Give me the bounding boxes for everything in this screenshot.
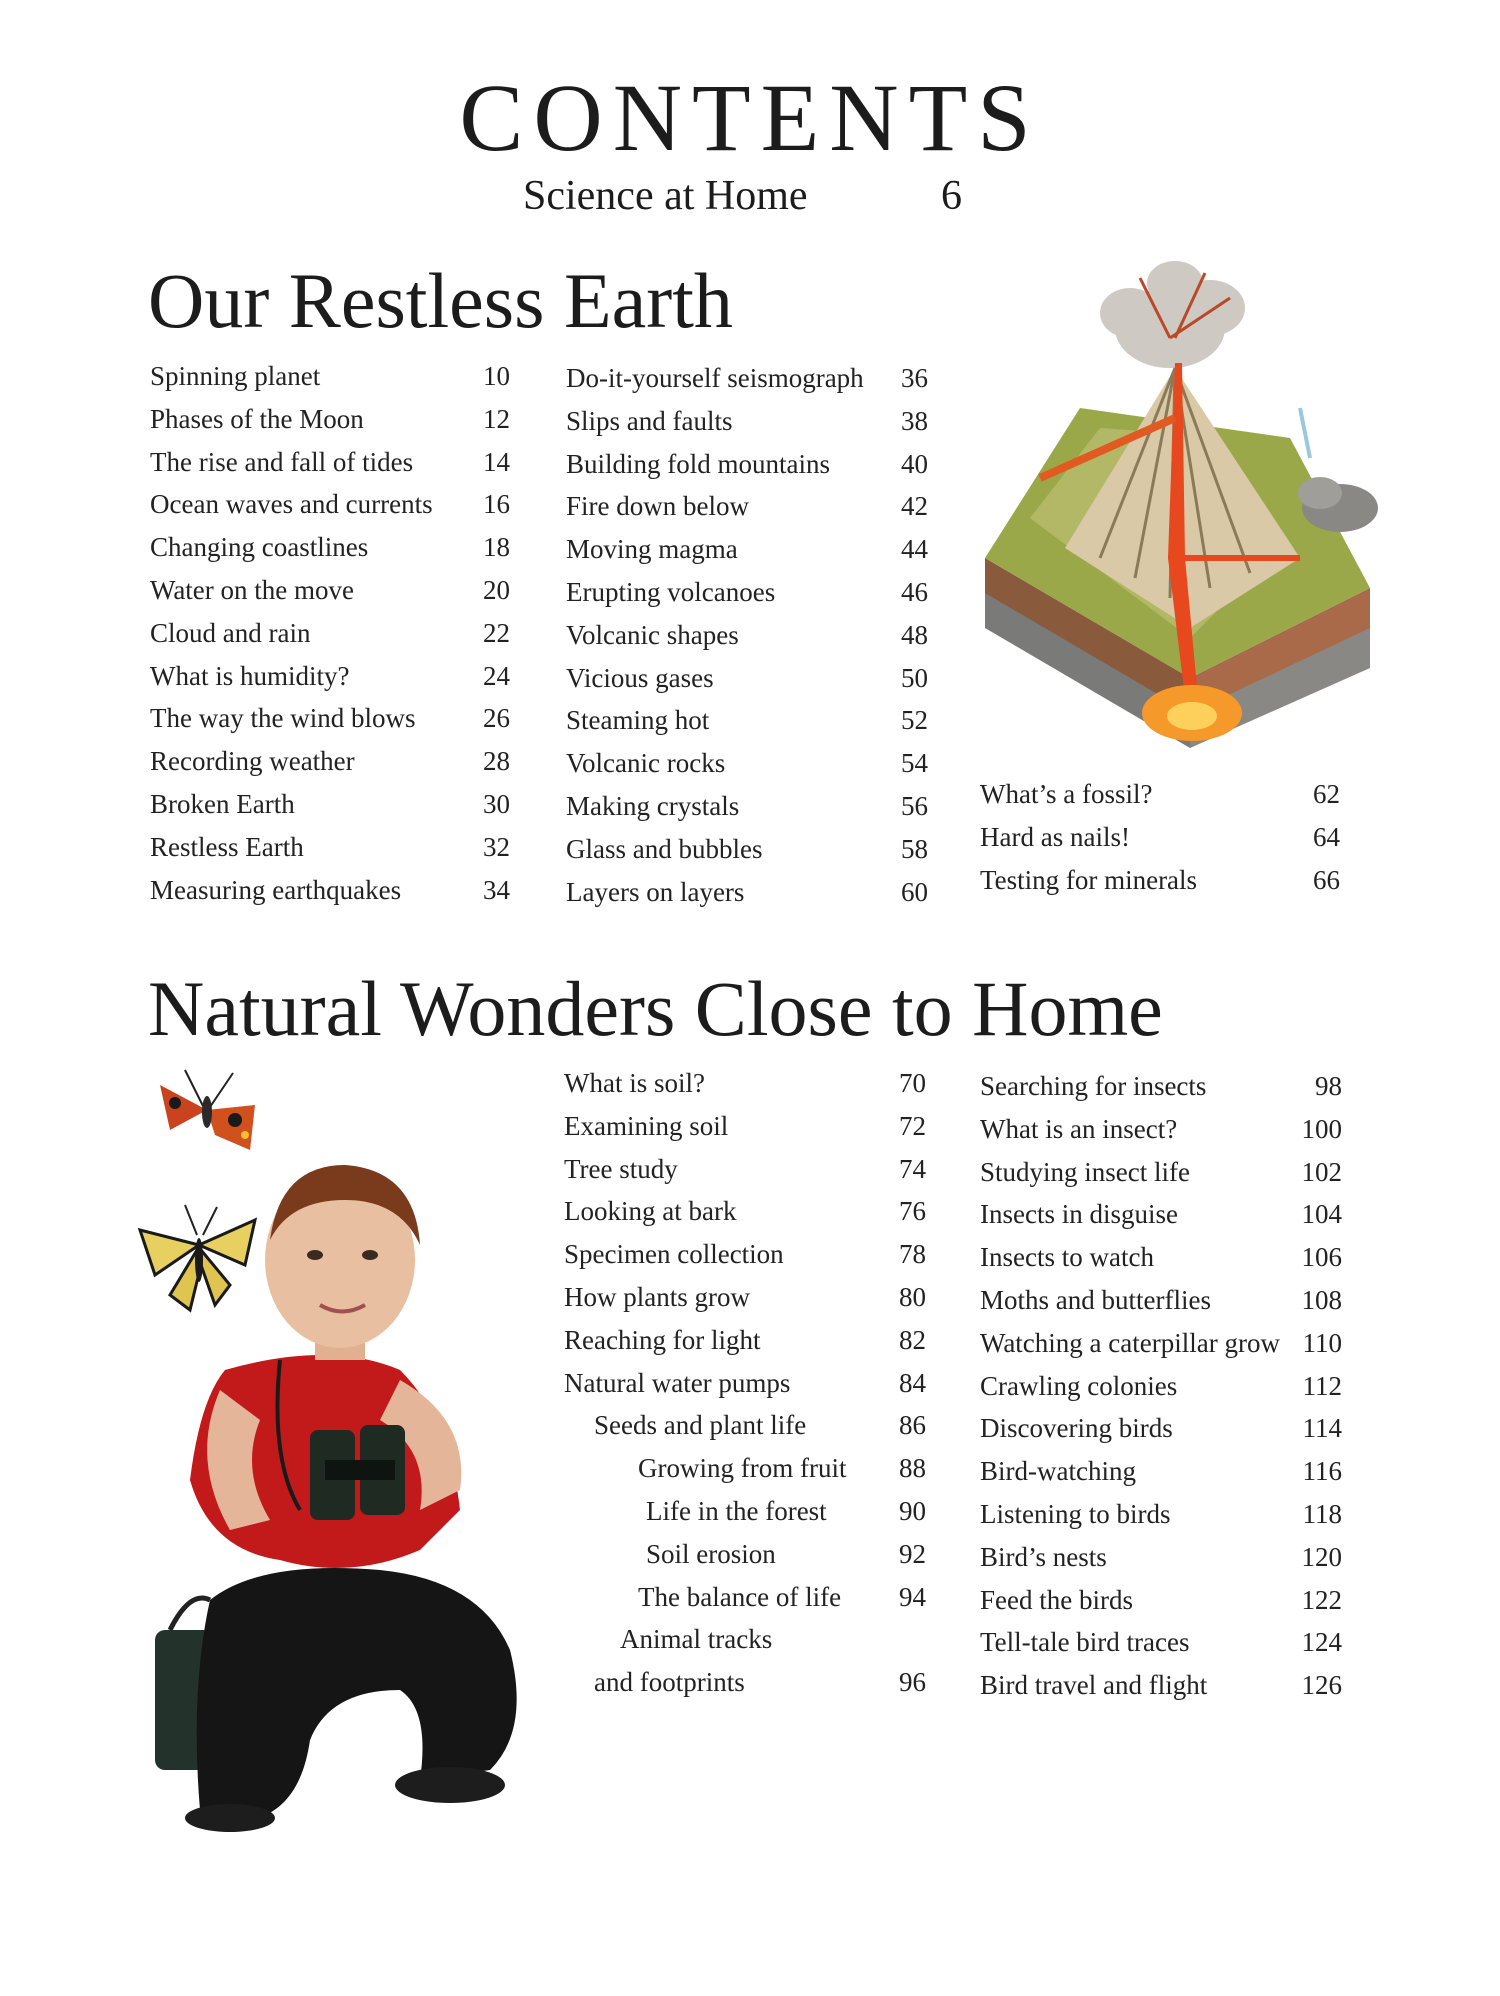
toc-entry-page: 18	[483, 532, 510, 563]
toc-entry[interactable]	[150, 529, 510, 565]
toc-entry[interactable]	[150, 401, 510, 437]
toc-entry-page: 102	[1301, 1156, 1342, 1187]
toc-entry-page: 116	[1302, 1456, 1342, 1487]
toc-entry[interactable]	[150, 615, 510, 651]
toc-entry-page: 16	[483, 489, 510, 520]
toc-entry[interactable]	[566, 574, 928, 610]
toc-entry[interactable]	[594, 1407, 926, 1443]
toc-entry-title: Glass and bubbles	[566, 833, 763, 864]
toc-entry[interactable]	[980, 1624, 1342, 1660]
toc-entry-page: 20	[483, 575, 510, 605]
toc-entry-title: Making crystals	[566, 791, 740, 821]
toc-entry[interactable]	[566, 488, 928, 524]
toc-entry-title: Searching for insects	[980, 1071, 1207, 1101]
toc-entry[interactable]	[150, 486, 510, 522]
toc-entry[interactable]	[150, 444, 510, 480]
toc-entry[interactable]	[566, 788, 928, 824]
toc-entry-page: 48	[901, 619, 928, 650]
toc-entry-title: Tree study	[564, 1153, 678, 1184]
toc-entry-page: 44	[901, 534, 928, 565]
toc-entry-title: The balance of life	[638, 1581, 842, 1612]
toc-entry-title: Insects to watch	[980, 1242, 1154, 1273]
toc-entry-title: What is humidity?	[150, 660, 350, 691]
toc-entry-page: 80	[899, 1282, 926, 1312]
toc-entry-page: 56	[901, 791, 928, 821]
toc-entry-page: 12	[483, 403, 510, 434]
intro-entry[interactable]	[523, 173, 962, 219]
toc-entry[interactable]	[980, 1410, 1342, 1446]
toc-entry[interactable]	[620, 1621, 926, 1657]
toc-entry-page: 96	[899, 1667, 926, 1698]
toc-entry-title: Phases of the Moon	[150, 403, 364, 434]
toc-entry[interactable]	[150, 572, 510, 608]
toc-entry-page: 88	[899, 1453, 926, 1484]
toc-entry[interactable]	[566, 531, 928, 567]
toc-entry-page: 38	[901, 405, 928, 436]
toc-entry-title: What’s a fossil?	[980, 779, 1153, 809]
toc-entry-page: 26	[483, 703, 510, 734]
toc-entry-page: 106	[1301, 1242, 1342, 1273]
toc-entry-title: Tell-tale bird traces	[980, 1627, 1190, 1658]
toc-entry[interactable]	[980, 862, 1340, 898]
section-heading-natural-wonders: Natural Wonders Close to Home	[148, 965, 1163, 1052]
toc-entry-title: Specimen collection	[564, 1239, 784, 1270]
toc-entry[interactable]	[566, 831, 928, 867]
toc-entry-page: 126	[1301, 1670, 1342, 1701]
toc-entry-title: Cloud and rain	[150, 617, 311, 648]
toc-entry-page: 64	[1313, 821, 1340, 852]
toc-entry-page: 46	[901, 577, 928, 607]
toc-entry-page: 60	[901, 876, 928, 907]
toc-entry-title: Watching a caterpillar grow	[980, 1327, 1280, 1358]
toc-entry[interactable]	[980, 1196, 1342, 1232]
toc-entry-title: and footprints	[594, 1667, 745, 1698]
toc-entry[interactable]	[594, 1664, 926, 1700]
section-heading-our-restless-earth: Our Restless Earth	[148, 257, 733, 344]
toc-entry-page: 78	[899, 1239, 926, 1270]
toc-entry-page: 36	[901, 363, 928, 393]
toc-entry-title: Fire down below	[566, 491, 749, 522]
toc-entry[interactable]	[646, 1536, 926, 1572]
toc-entry-page: 112	[1302, 1370, 1342, 1401]
toc-entry[interactable]	[150, 786, 510, 822]
toc-entry[interactable]	[566, 403, 928, 439]
toc-entry[interactable]	[638, 1579, 926, 1615]
toc-entry-page: 110	[1302, 1327, 1342, 1358]
toc-entry-page: 66	[1313, 864, 1340, 895]
toc-entry-title: Natural water pumps	[564, 1367, 791, 1398]
toc-entry-title: Restless Earth	[150, 831, 304, 862]
toc-entry-page: 100	[1301, 1113, 1342, 1144]
toc-entry-title: Hard as nails!	[980, 821, 1130, 852]
toc-entry-page: 94	[899, 1581, 926, 1612]
toc-entry-title: Looking at bark	[564, 1196, 737, 1227]
toc-entry-page: 30	[483, 789, 510, 819]
toc-entry[interactable]	[150, 358, 510, 394]
toc-entry[interactable]	[980, 1068, 1342, 1104]
toc-entry-page: 98	[1315, 1071, 1342, 1101]
toc-entry-page: 34	[483, 874, 510, 905]
toc-entry-title: Life in the forest	[646, 1496, 827, 1526]
toc-entry[interactable]	[980, 1239, 1342, 1275]
toc-entry-page: 24	[483, 660, 510, 691]
toc-entry-page: 122	[1301, 1584, 1342, 1615]
toc-entry-page: 86	[899, 1410, 926, 1441]
toc-entry-page: 70	[899, 1068, 926, 1098]
toc-entry-title: Examining soil	[564, 1110, 729, 1141]
boy-with-binoculars-photo	[130, 1130, 630, 1830]
toc-entry[interactable]	[980, 1496, 1342, 1532]
toc-entry[interactable]	[150, 700, 510, 736]
toc-entry-title: Animal tracks	[620, 1624, 773, 1655]
toc-entry-page: 90	[899, 1496, 926, 1526]
toc-entry-page: 10	[483, 361, 510, 391]
toc-entry-page: 50	[901, 662, 928, 693]
intro-entry-title: Science at Home	[523, 173, 808, 219]
toc-entry-page: 62	[1313, 779, 1340, 809]
toc-entry-title: Erupting volcanoes	[566, 577, 776, 607]
toc-entry[interactable]	[566, 745, 928, 781]
toc-entry[interactable]	[980, 1453, 1342, 1489]
toc-entry-title: Water on the move	[150, 575, 355, 605]
toc-entry-title: Slips and faults	[566, 405, 733, 436]
toc-entry[interactable]	[566, 446, 928, 482]
toc-entry-page: 58	[901, 833, 928, 864]
toc-entry-title: Seeds and plant life	[594, 1410, 807, 1441]
toc-entry[interactable]	[566, 874, 928, 910]
toc-entry-page: 82	[899, 1324, 926, 1355]
toc-entry-title: What is soil?	[564, 1068, 705, 1098]
toc-entry-title: Testing for minerals	[980, 864, 1198, 895]
page-title: CONTENTS	[459, 64, 1041, 171]
toc-entry-title: The rise and fall of tides	[150, 446, 414, 477]
volcano-cross-section-illustration	[970, 258, 1420, 748]
toc-entry-title: Feed the birds	[980, 1584, 1133, 1615]
intro-entry-page: 6	[941, 173, 962, 219]
toc-entry-page: 72	[899, 1110, 926, 1141]
toc-entry[interactable]	[980, 1582, 1342, 1618]
toc-entry-page: 42	[901, 491, 928, 522]
toc-entry[interactable]	[980, 776, 1340, 812]
toc-entry-page: 84	[899, 1367, 926, 1398]
toc-entry-page: 104	[1301, 1199, 1342, 1230]
toc-entry[interactable]	[980, 1282, 1342, 1318]
toc-entry-title: Bird-watching	[980, 1456, 1136, 1487]
toc-entry[interactable]	[150, 872, 510, 908]
toc-entry-title: Discovering birds	[980, 1413, 1173, 1444]
toc-entry-page: 22	[483, 617, 510, 648]
toc-entry-title: Steaming hot	[566, 705, 710, 736]
toc-entry-page: 124	[1301, 1627, 1342, 1658]
toc-entry-page: 92	[899, 1538, 926, 1569]
toc-entry[interactable]	[566, 660, 928, 696]
toc-entry-page: 118	[1302, 1499, 1342, 1529]
toc-entry-page: 32	[483, 831, 510, 862]
toc-entry[interactable]	[980, 819, 1340, 855]
toc-entry-title: Bird travel and flight	[980, 1670, 1208, 1701]
toc-entry-page: 108	[1301, 1285, 1342, 1315]
toc-entry-page: 120	[1301, 1541, 1342, 1572]
toc-entry-title: Vicious gases	[566, 662, 714, 693]
toc-entry-title: Moving magma	[566, 534, 738, 565]
toc-entry-title: Changing coastlines	[150, 532, 369, 563]
toc-entry-title: Bird’s nests	[980, 1541, 1107, 1572]
toc-entry-title: Studying insect life	[980, 1156, 1190, 1187]
toc-entry-title: Moths and butterflies	[980, 1285, 1211, 1315]
toc-entry[interactable]	[980, 1325, 1342, 1361]
toc-entry-title: Broken Earth	[150, 789, 295, 819]
toc-entry[interactable]	[566, 702, 928, 738]
toc-entry[interactable]	[980, 1154, 1342, 1190]
toc-entry[interactable]	[564, 1065, 926, 1101]
toc-entry[interactable]	[566, 617, 928, 653]
toc-entry[interactable]	[980, 1667, 1342, 1703]
toc-entry-title: Volcanic shapes	[566, 619, 739, 650]
toc-entry-title: Recording weather	[150, 746, 355, 777]
toc-entry-title: Reaching for light	[564, 1324, 761, 1355]
toc-entry-title: Insects in disguise	[980, 1199, 1178, 1230]
toc-entry[interactable]	[150, 743, 510, 779]
toc-entry-title: Spinning planet	[150, 361, 321, 391]
toc-entry-title: Listening to birds	[980, 1499, 1171, 1529]
toc-entry-page: 14	[483, 446, 510, 477]
toc-entry-title: Measuring earthquakes	[150, 874, 402, 905]
toc-entry-title: Do-it-yourself seismograph	[566, 363, 864, 393]
toc-entry-title: Volcanic rocks	[566, 748, 726, 779]
toc-entry[interactable]	[980, 1111, 1342, 1147]
toc-entry-title: Soil erosion	[646, 1538, 776, 1569]
toc-entry-page: 40	[901, 448, 928, 479]
toc-entry-title: What is an insect?	[980, 1113, 1178, 1144]
toc-entry-page: 76	[899, 1196, 926, 1227]
toc-entry[interactable]	[980, 1368, 1342, 1404]
toc-entry-page: 54	[901, 748, 928, 779]
toc-entry-title: Growing from fruit	[638, 1453, 847, 1484]
toc-entry-page: 114	[1302, 1413, 1342, 1444]
toc-entry[interactable]	[150, 658, 510, 694]
toc-entry-title: How plants grow	[564, 1282, 750, 1312]
toc-entry-page: 74	[899, 1153, 926, 1184]
toc-entry-page: 28	[483, 746, 510, 777]
toc-entry-title: Ocean waves and currents	[150, 489, 433, 520]
toc-entry-title: Building fold mountains	[566, 448, 831, 479]
toc-entry-title: Crawling colonies	[980, 1370, 1178, 1401]
toc-entry-title: Layers on layers	[566, 876, 745, 907]
toc-entry-title: The way the wind blows	[150, 703, 416, 734]
toc-entry-page: 52	[901, 705, 928, 736]
toc-entry[interactable]	[638, 1450, 926, 1486]
toc-entry[interactable]	[980, 1539, 1342, 1575]
toc-entry[interactable]	[566, 360, 928, 396]
toc-entry[interactable]	[150, 829, 510, 865]
toc-entry[interactable]	[646, 1493, 926, 1529]
